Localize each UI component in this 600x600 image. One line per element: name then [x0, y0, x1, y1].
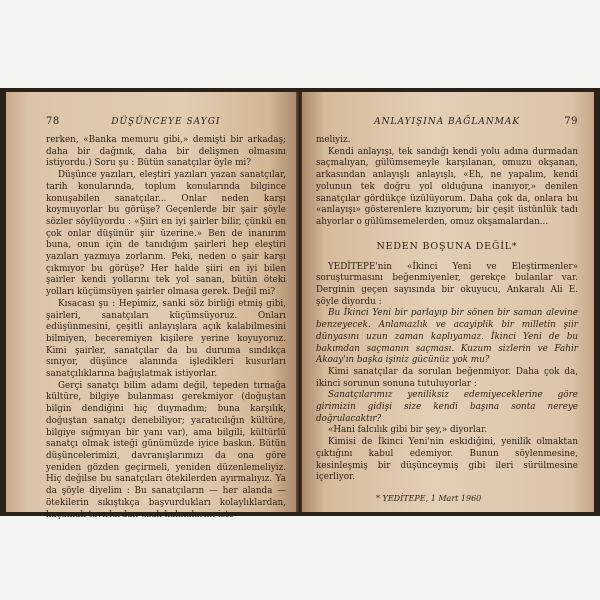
book-spread — [0, 88, 600, 520]
paragraph: YEDİTEPE'nin «İkinci Yeni ve Eleştirmenler» soruşturmasını beğenmiyenler, gerekçe bulanlar var. Derginin geçen sayısında bir okuyucu, Ankaralı Ali E. şöyle diyordu : — [316, 261, 578, 307]
paragraph: Gerçi sanatçı bilim adamı değil, tepeden tırnağa kültüre, bilgiye bulanması gerekmiyor (doğuştan bilgin dendiğini hiç duymadım; buna karşılık, doğuştan sanatçı denebiliyor; yaratıcılığın kültüre, bilgiye sığmıyan bir yanı var), ama bilgili, kültürlü sanatçı olmak isteği günümüzde iyice baskın. Bütün düşüncelerimizi, davranışlarımızı da ona göre yeniden gözden geçirmeli, yeniden düzenlemeliyiz. Hiç değilse bu sanatçıları ötekilerden ayırmalıyız. Ya da şöyle diyelim : Bu sanatçıların — her alanda — ötekilerin sıkıştıkça başvurdukları kolaylıklardan, kaçamak tavırlardan uzak kalmalarını iste- — [46, 380, 286, 520]
right-page-header — [316, 116, 578, 127]
left-page — [6, 92, 298, 520]
quoted-paragraph: Bu İkinci Yeni bir parlayıp bir sönen bir saman alevine benzeyecek. Anlamazlık ve acayiplik bir milletin şiir dünyasını uzun zaman kaplıyamaz. İkinci Yeni de bu bakımdan saçmanın saçması. Kuzum sizlerin ve Fahir Akoay'ın başka işiniz gücünüz yok mu? — [316, 308, 578, 366]
left-page-header — [46, 116, 286, 127]
right-running-title: ANLAYIŞINA BAĞLANMAK — [374, 117, 521, 127]
right-page — [302, 92, 594, 512]
paragraph: Kısacası şu : Hepimiz, sanki söz birliği etmiş gibi, şairleri, sanatçıları küçümsüyoruz. Onları edüşünmesini, çeşitli anlayışlara açık kalabilmesini bilmiyen, beceremiyen kişilere yerine koyuyoruz. Kimi şairler, sanatçılar da bu duruma sındıkça sınıyor, düşünce alanında işledikleri kusurları sanatçılıklarına bağışlatmak istiyorlar. — [46, 298, 286, 380]
paragraph: Kimisi de İkinci Yeni'nin eskidiğini, yenilik olmaktan çıktığını kabul edemiyor. Bunun söylenmesine, kesinleşmiş bir düşünceymiş gibi ileri sürülmesine içerliyor. — [316, 437, 578, 483]
paragraph: Kendi anlayışı, tek sandığı kendi yolu adına durmadan saçmalıyan, gülümsemeyle karşılanan, omuzu okşanan, arkasından anlayışlı anlayışlı, «Eh, ne yapalım, kendi yolunun tek doğru yol olduğuna inanıyor,» denilen sanatçılar gördükçe üzülüyorum. Daha çok da, onlara bu «anlayışı» gösterenlere kızıyorum; bir çeşit üstünlük tadı ahyorlar o gülümsemelerden, omuz okşamalardan... — [316, 146, 578, 227]
right-page-body — [316, 135, 578, 503]
paragraph: Kimi sanatçılar da sorulan beğenmiyor. Daha çok da, ikinci sorunun sonuna tutuluyorlar : — [316, 366, 578, 389]
left-page-number: 78 — [46, 116, 60, 127]
footnote: * YEDİTEPE, 1 Mart 1960 — [376, 493, 482, 503]
section-title: NEDEN BOŞUNA DEĞİL* — [376, 240, 518, 252]
paragraph: rerken, «Banka memuru gibi,» demişti bir arkadaş; daha bir dağınık, daha bir delişmen olmasını istiyordu.) Soru şu : Bütün sanatçılar öyle mi? — [46, 135, 286, 169]
quoted-paragraph: Sanatçılarımız yeniliksiz edemiyeceklerine göre girimizin gidişi size kendi başına sonta nereye doğrulacaktır? — [316, 390, 578, 424]
right-page-number: 79 — [564, 116, 578, 127]
left-page-body — [46, 135, 286, 521]
paragraph: «Hani falcılık gibi bir şey,» diyorlar. — [328, 425, 488, 436]
paragraph: Düşünce yazıları, eleştiri yazıları yazan sanatçılar, tarih konularında, toplum konularında bilgince konuşabilen sanatçılar... Onlar neden karşı koymuyorlar bu görüşe? Geçenlerde bir şair şöyle sözler söylüyordu : «Şiiri en iyi şairler bilir, çünkü en çok onlar düşünür şiir üzerine.» Ben de inanırım buna, onun için de tanıdığım şairleri hep eleştiri yazıları yazmıya zorlarım. Peki, neden o şair karşı çıkmıyor bu görüşe? Her halde şiiri en iyi bilen şairler kendi yollarını tek yol sanan, bütün öteki yolları küçümsüyen şairler olmasa gerek. Değil mi? — [46, 170, 286, 298]
left-running-title: DÜŞÜNCEYE SAYGI — [111, 117, 221, 127]
paragraph: meliyiz. — [316, 135, 351, 145]
